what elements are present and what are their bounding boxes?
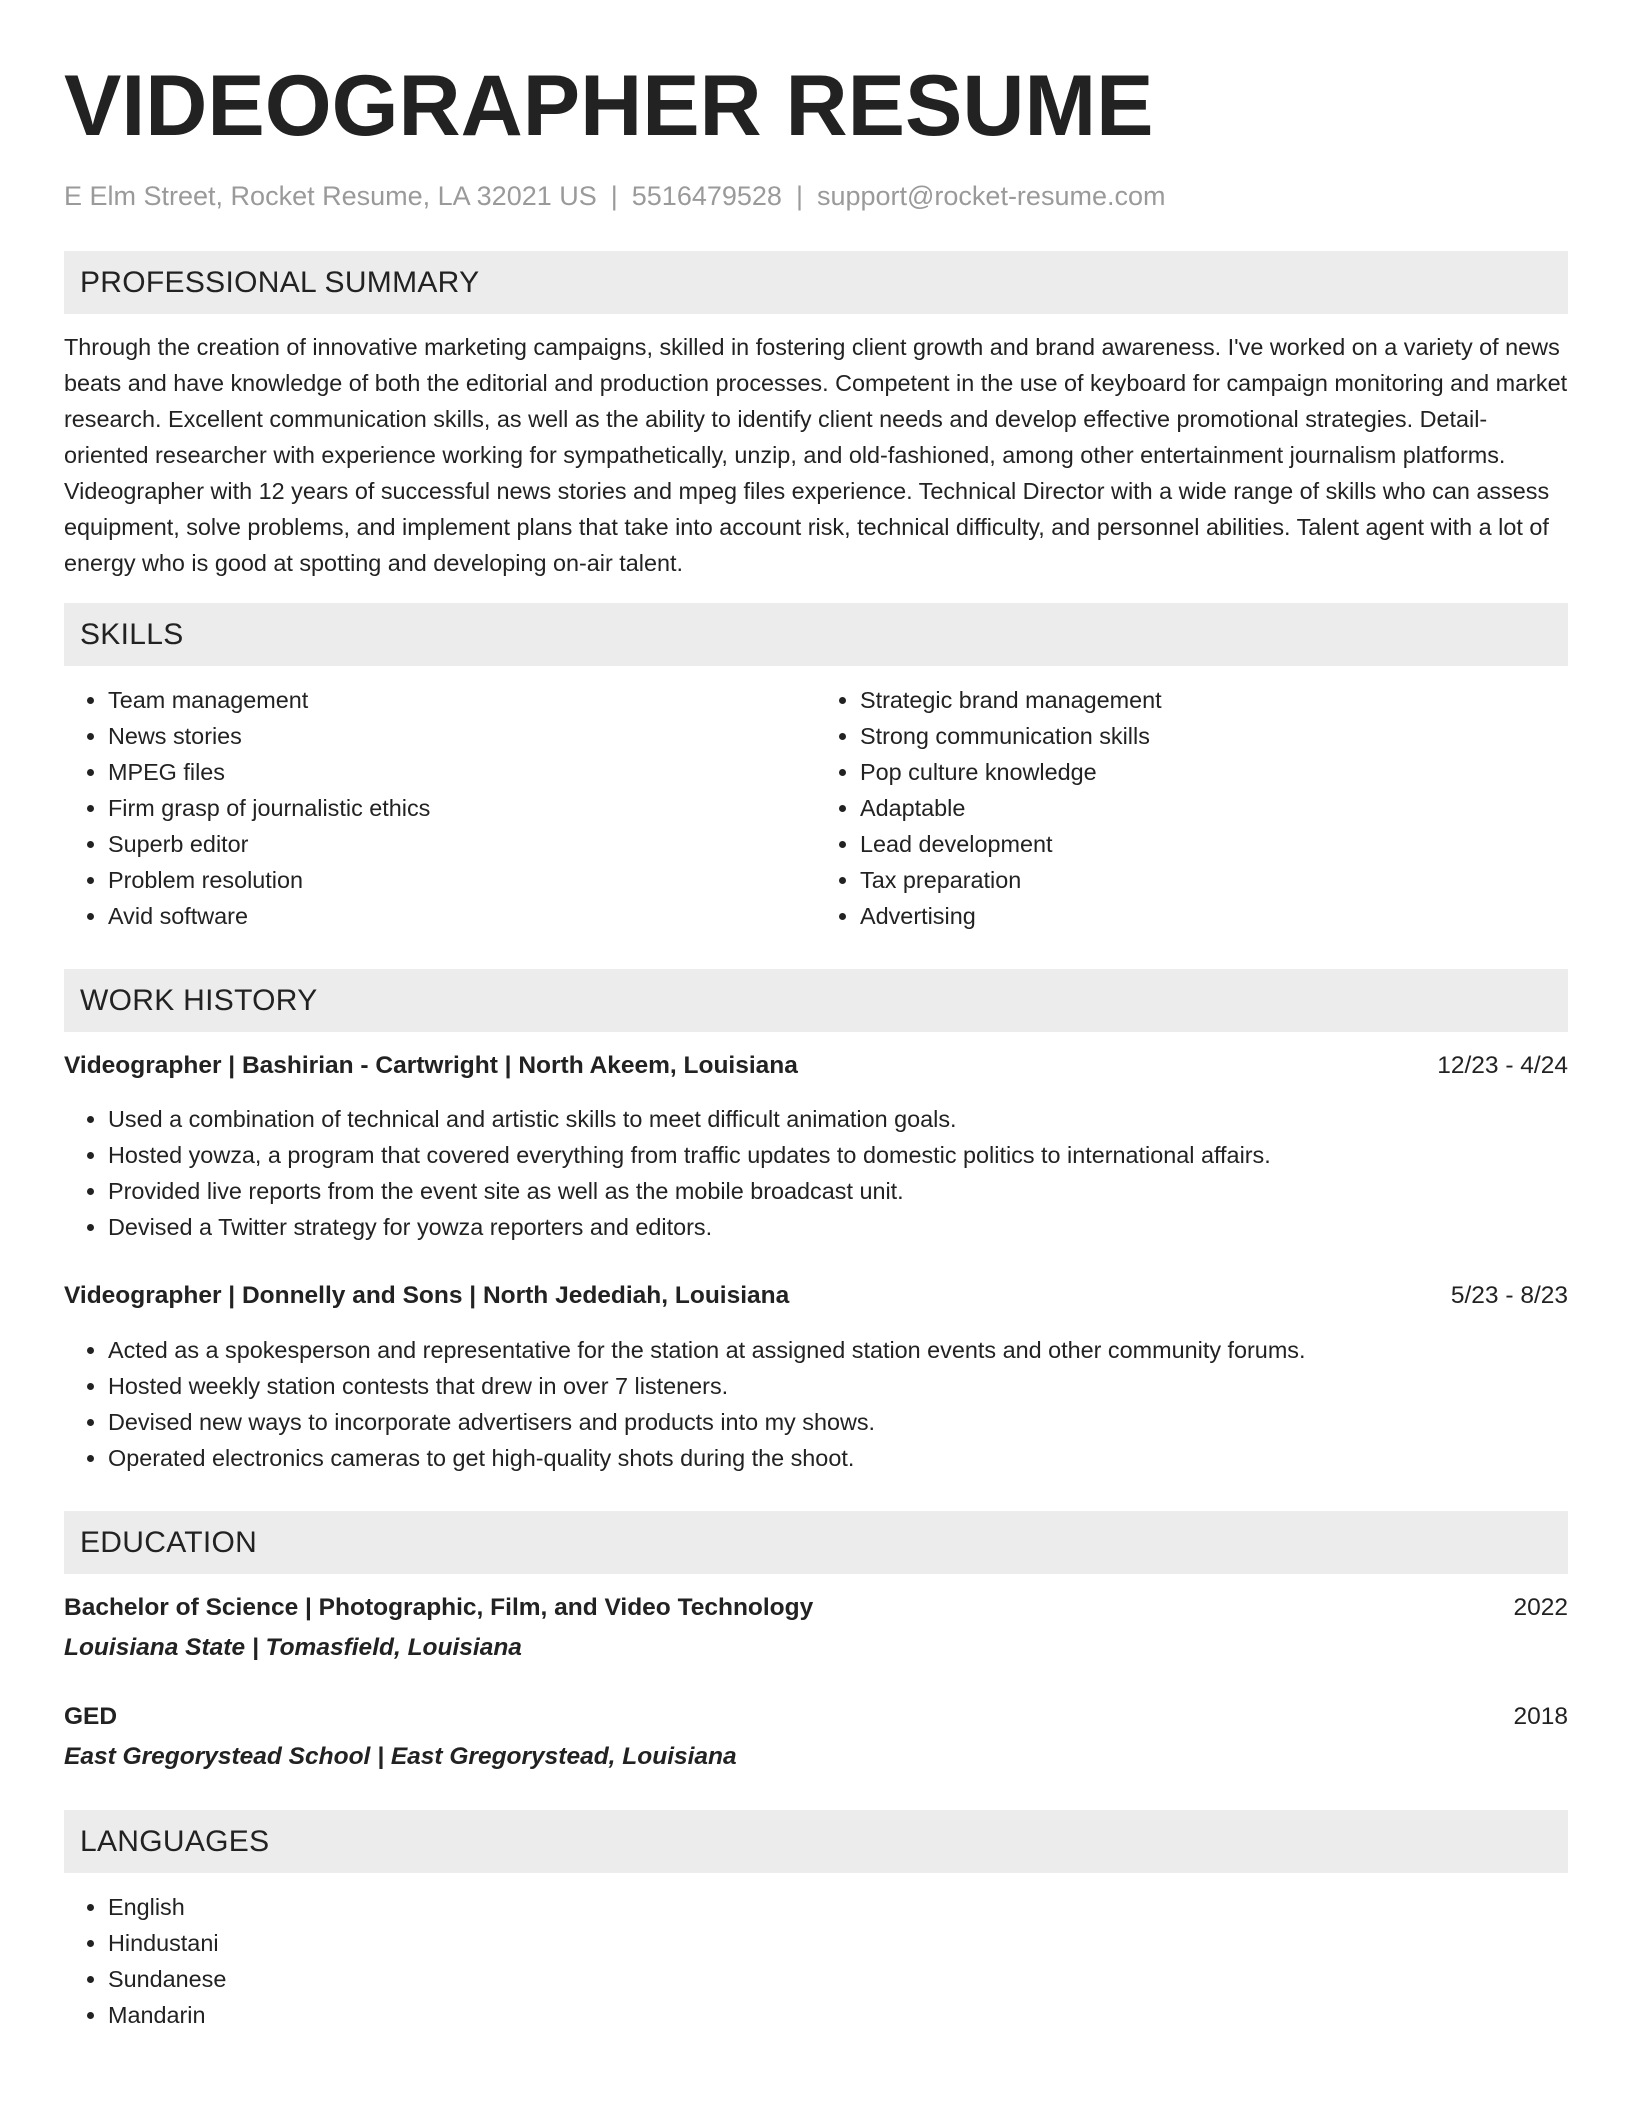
skill-item: • Firm grasp of journalistic ethics: [108, 790, 816, 826]
language-item: • Hindustani: [108, 1925, 1568, 1961]
section-heading-languages: [64, 1810, 1568, 1873]
job-bullet: • Hosted weekly station contests that drew in over 7 listeners.: [108, 1368, 1568, 1404]
section-heading-label: LANGUAGES: [80, 1824, 270, 1858]
job-dates: 12/23 - 4/24: [1437, 1052, 1568, 1079]
section-heading-skills: [64, 603, 1568, 666]
section-heading-work-history: [64, 969, 1568, 1032]
resume-title: VIDEOGRAPHER RESUME: [64, 58, 1154, 154]
skill-item: • Strategic brand management: [860, 682, 1568, 718]
skill-item: • Advertising: [860, 898, 1568, 934]
job-entry: [64, 1278, 1568, 1476]
job-bullet: • Devised a Twitter strategy for yowza reporters and editors.: [108, 1209, 1568, 1245]
education-school: East Gregorystead School | East Gregorystead, Louisiana: [64, 1743, 737, 1770]
skills-list-right: [816, 682, 1568, 934]
education-degree: GED: [64, 1703, 118, 1730]
skill-item: • Tax preparation: [860, 862, 1568, 898]
section-heading-summary: [64, 251, 1568, 314]
contact-separator: |: [610, 181, 618, 211]
job-title: Videographer | Bashirian - Cartwright | North Akeem, Louisiana: [64, 1052, 798, 1079]
section-heading-education: [64, 1511, 1568, 1574]
job-bullet: • Provided live reports from the event site as well as the mobile broadcast unit.: [108, 1173, 1568, 1209]
section-heading-label: WORK HISTORY: [80, 983, 318, 1017]
skill-item: • Superb editor: [108, 826, 816, 862]
contact-phone: 5516479528: [631, 181, 782, 211]
education-year: 2018: [1513, 1703, 1568, 1730]
skill-item: • Strong communication skills: [860, 718, 1568, 754]
job-title: Videographer | Donnelly and Sons | North Jedediah, Louisiana: [64, 1282, 790, 1309]
job-header: [64, 1278, 1568, 1314]
job-bullet: • Acted as a spokesperson and representative for the station at assigned station events and other community forums.: [108, 1332, 1568, 1368]
contact-line: [64, 178, 1568, 214]
job-bullet: • Used a combination of technical and artistic skills to meet difficult animation goals.: [108, 1101, 1568, 1137]
education-entry: [64, 1590, 1568, 1666]
skills-list-left: [64, 682, 816, 934]
skills-columns: [64, 682, 1568, 934]
education-entry: [64, 1699, 1568, 1775]
section-heading-label: SKILLS: [80, 617, 184, 651]
language-item: • Mandarin: [108, 1997, 1568, 2033]
job-bullets: [64, 1332, 1568, 1476]
job-bullet: • Operated electronics cameras to get high-quality shots during the shoot.: [108, 1440, 1568, 1476]
skill-item: • Avid software: [108, 898, 816, 934]
skill-item: • MPEG files: [108, 754, 816, 790]
job-header: [64, 1048, 1568, 1084]
job-dates: 5/23 - 8/23: [1450, 1282, 1568, 1309]
skill-item: • Lead development: [860, 826, 1568, 862]
skill-item: • Pop culture knowledge: [860, 754, 1568, 790]
education-header: [64, 1699, 1568, 1735]
contact-separator: |: [795, 181, 803, 211]
contact-email: support@rocket-resume.com: [816, 181, 1166, 211]
job-entry: [64, 1048, 1568, 1245]
section-heading-label: EDUCATION: [80, 1525, 258, 1559]
job-bullet: • Hosted yowza, a program that covered everything from traffic updates to domestic politics to international affairs.: [108, 1137, 1568, 1173]
education-header: [64, 1590, 1568, 1626]
contact-address: E Elm Street, Rocket Resume, LA 32021 US: [64, 181, 597, 211]
education-year: 2022: [1513, 1594, 1568, 1621]
skill-item: • Adaptable: [860, 790, 1568, 826]
skill-item: • News stories: [108, 718, 816, 754]
section-heading-label: PROFESSIONAL SUMMARY: [80, 265, 480, 299]
education-degree: Bachelor of Science | Photographic, Film, and Video Technology: [64, 1594, 814, 1621]
skill-item: • Problem resolution: [108, 862, 816, 898]
language-item: • English: [108, 1889, 1568, 1925]
job-bullets: [64, 1101, 1568, 1245]
education-school: Louisiana State | Tomasfield, Louisiana: [64, 1634, 522, 1661]
language-item: • Sundanese: [108, 1961, 1568, 1997]
skill-item: • Team management: [108, 682, 816, 718]
languages-list: [64, 1889, 1568, 2033]
job-bullet: • Devised new ways to incorporate advertisers and products into my shows.: [108, 1404, 1568, 1440]
summary-text: Through the creation of innovative marketing campaigns, skilled in fostering client growth and brand awareness. I've worked on a variety of news beats and have knowledge of both the editorial and production processes. Competent in the use of keyboard for campaign monitoring and market research. Excellent communication skills, as well as the ability to identify client needs and develop effective promotional strategies. Detail-oriented researcher with experience working for sympathetically, unzip, and old-fashioned, among other entertainment journalism platforms. Videographer with 12 years of successful news stories and mpeg files experience. Technical Director with a wide range of skills who can assess equipment, solve problems, and implement plans that take into account risk, technical difficulty, and personnel abilities. Talent agent with a lot of energy who is good at spotting and developing on-air talent.: [64, 334, 1568, 576]
